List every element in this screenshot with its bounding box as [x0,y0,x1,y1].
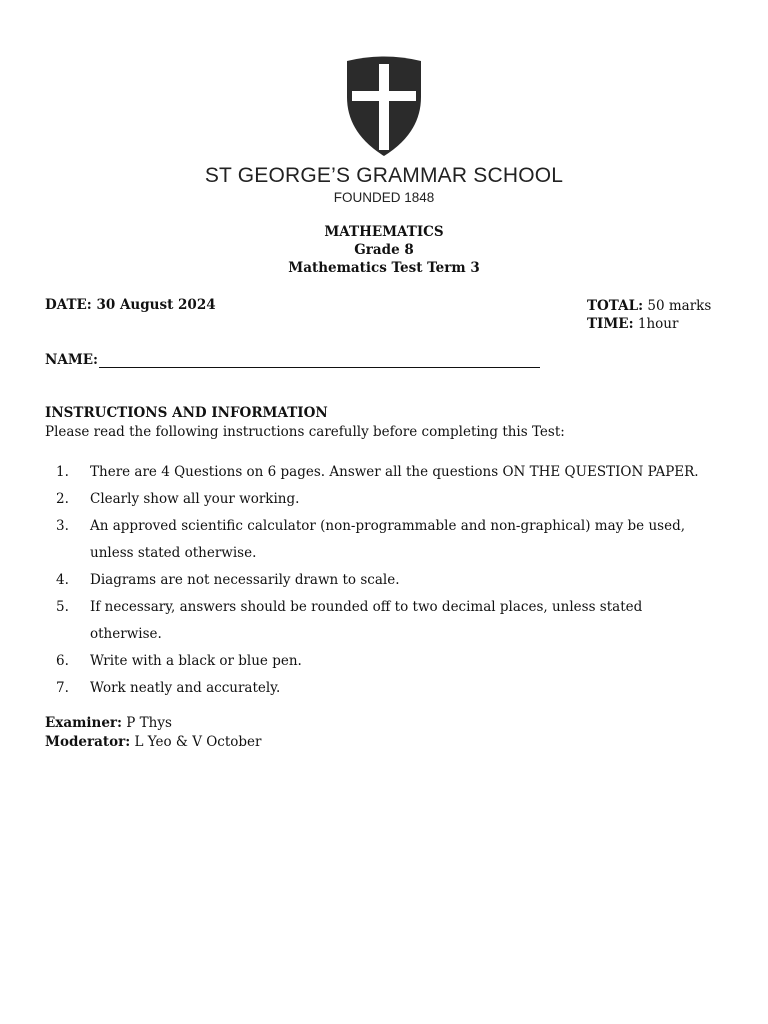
total-line [587,297,711,315]
test-heading [0,223,768,277]
time-value: 1hour [637,316,679,332]
item-text: Diagrams are not necessarily drawn to scale. [90,572,400,588]
list-item [45,648,735,675]
grade-title: Grade 8 [354,242,414,258]
item-number: 5. [56,599,69,615]
name-label: NAME: [45,352,99,368]
list-item [45,459,735,486]
examiner-line [45,714,262,733]
moderator-label: Moderator: [45,734,131,750]
item-text: Work neatly and accurately. [90,680,281,696]
list-item [45,594,735,648]
list-item [45,567,735,594]
total-value: 50 marks [647,298,712,314]
moderator-line [45,733,262,752]
instructions-intro: Please read the following instructions carefully before completing this Test: [45,424,565,440]
item-text: There are 4 Questions on 6 pages. Answer all the questions ON THE QUESTION PAPER. [90,464,699,480]
list-item [45,486,735,513]
name-field-row [45,352,540,368]
item-number: 2. [56,491,69,507]
founded-year: FOUNDED 1848 [333,190,435,205]
test-date: DATE: 30 August 2024 [45,297,216,313]
examiner-label: Examiner: [45,715,122,731]
item-number: 6. [56,653,69,669]
test-title: Mathematics Test Term 3 [288,260,480,276]
list-item [45,513,735,567]
item-text: Write with a black or blue pen. [90,653,302,669]
item-number: 1. [56,464,69,480]
item-number: 3. [56,518,69,534]
name-blank-line[interactable] [99,353,540,368]
instructions-list [45,459,735,702]
item-text: If necessary, answers should be rounded off to two decimal places, unless stated otherwise. [90,599,643,642]
item-text: Clearly show all your working. [90,491,300,507]
school-crest-icon [343,55,425,157]
time-line [587,315,711,333]
total-time-block [587,297,711,333]
staff-block [45,714,262,752]
item-number: 7. [56,680,69,696]
moderator-name: L Yeo & V October [134,734,262,750]
school-name: ST GEORGE’S GRAMMAR SCHOOL [204,164,564,187]
subject-title: MATHEMATICS [324,224,444,240]
instructions-title: INSTRUCTIONS AND INFORMATION [45,405,328,421]
examiner-name: P Thys [126,715,172,731]
list-item [45,675,735,702]
total-label: TOTAL: [587,298,644,314]
item-number: 4. [56,572,69,588]
item-text: An approved scientific calculator (non-programmable and non-graphical) may be used, unless stated otherwise. [90,518,686,561]
time-label: TIME: [587,316,634,332]
